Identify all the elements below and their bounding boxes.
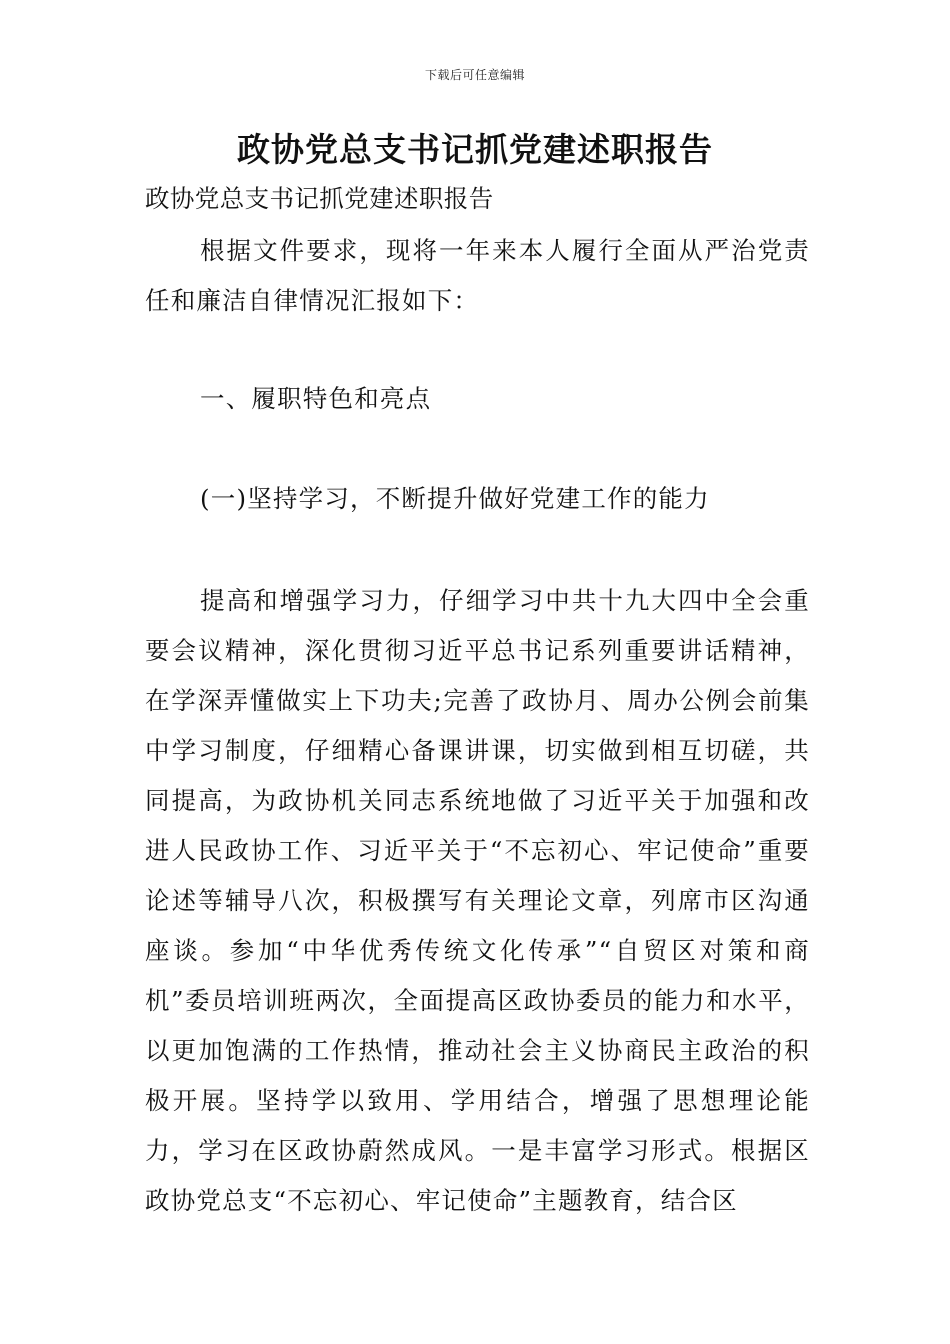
section-heading-1: 一、履职特色和亮点 (200, 384, 432, 413)
section-heading-1-1: (一)坚持学习，不断提升做好党建工作的能力 (200, 484, 710, 513)
document-subtitle: 政协党总支书记抓党建述职报告 (145, 184, 494, 213)
intro-paragraph: 根据文件要求，现将一年来本人履行全面从严治党责任和廉洁自律情况汇报如下： (145, 236, 810, 315)
body-paragraph: 提高和增强学习力，仔细学习中共十九大四中全会重要会议精神，深化贯彻习近平总书记系列重要讲话精神，在学深弄懂做实上下功夫;完善了政协月、周办公例会前集中学习制度，仔细精心备课讲课，切实做到相互切磋，共同提高，为政协机关同志系统地做了习近平关于加强和改进人民政协工作、习近平关于“不忘初心、牢记使命”重要论述等辅导八次，积极撰写有关理论文章，列席市区沟通座谈。参加“中华优秀传统文化传承”“自贸区对策和商机”委员培训班两次，全面提高区政协委员的能力和水平，以更加饱满的工作热情，推动社会主义协商民主政治的积极开展。坚持学以致用、学用结合，增强了思想理论能力，学习在区政协蔚然成风。一是丰富学习形式。根据区政协党总支“不忘初心、牢记使命”主题教育，结合区 (145, 586, 810, 1215)
document-title: 政协党总支书记抓党建述职报告 (237, 130, 713, 169)
header-note: 下载后可任意编辑 (424, 68, 525, 82)
